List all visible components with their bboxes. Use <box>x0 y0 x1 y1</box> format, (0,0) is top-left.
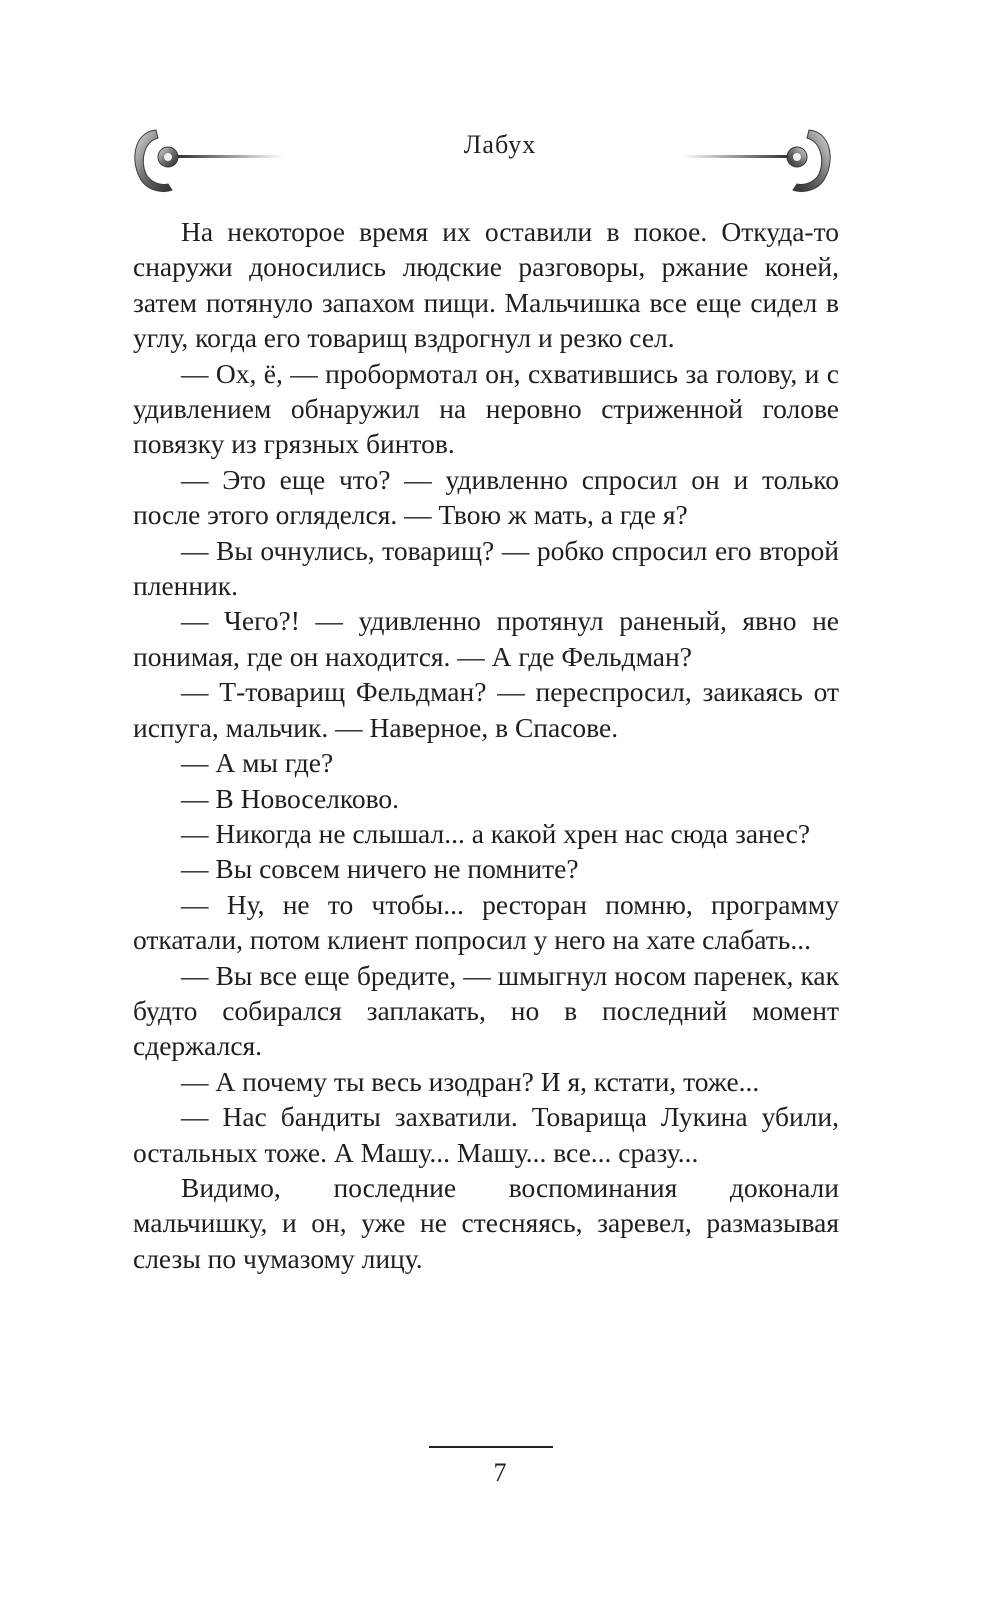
paragraph: — Чего?! — удивленно протянул раненый, явно не понимая, где он находится. — А где Фельдман? <box>133 605 839 672</box>
paragraph: — Ох, ё, — пробормотал он, схватившись за голову, и с удивлением обнаружил на неровно стриженной голове повязку из грязных бинтов. <box>133 357 839 460</box>
body-text <box>133 214 839 1276</box>
paragraph: — Вы совсем ничего не помните? <box>181 853 579 885</box>
paragraph: — Т-товарищ Фельдман? — переспросил, заикаясь от испуга, мальчик. — Наверное, в Спасове. <box>133 676 839 743</box>
paragraph: — А почему ты весь изодран? И я, кстати, тоже... <box>181 1065 760 1097</box>
paragraph: — А мы где? <box>181 747 334 779</box>
right-ornament-icon <box>677 120 837 200</box>
page-number: 7 <box>493 1458 507 1487</box>
page-header <box>0 112 1000 202</box>
paragraph: На некоторое время их оставили в покое. Откуда-то снаружи доносились людские разговоры, ржание коней, затем потянуло запахом пищи. Мальчишка все еще сидел в углу, когда его товарищ вздрогнул и резко сел. <box>133 216 839 354</box>
paragraph: — В Новоселково. <box>181 782 400 814</box>
paragraph: Видимо, последние воспоминания доконали мальчишку, и он, уже не стесняясь, заревел, размазывая слезы по чумазому лицу. <box>133 1171 839 1274</box>
paragraph: — Нас бандиты захватили. Товарища Лукина убили, остальных тоже. А Машу... Машу... все... сразу... <box>133 1101 839 1168</box>
paragraph: — Это еще что? — удивленно спросил он и только после этого огляделся. — Твою ж мать, а где я? <box>133 463 839 531</box>
paragraph: — Вы все еще бредите, — шмыгнул носом паренек, как будто собирался заплакать, но в последний момент сдержался. <box>133 959 839 1062</box>
paragraph: — Никогда не слышал... а какой хрен нас сюда занес? <box>181 817 811 849</box>
footer-divider <box>429 1446 553 1448</box>
paragraph: — Вы очнулись, товарищ? — робко спросил его второй пленник. <box>133 534 839 602</box>
running-title: Лабух <box>463 130 537 159</box>
paragraph: — Ну, не то чтобы... ресторан помню, программу откатали, потом клиент попросил у него на хате слабать... <box>133 888 839 956</box>
